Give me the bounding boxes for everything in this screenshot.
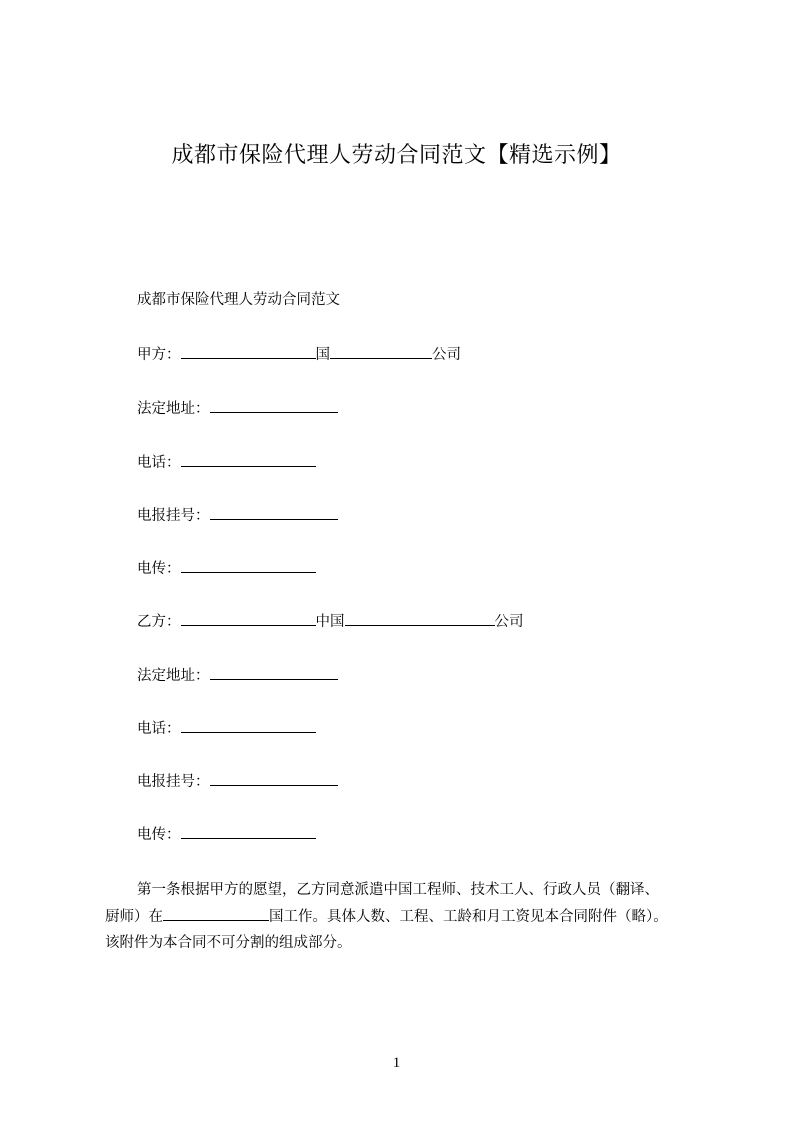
party-b-address-label: 法定地址： xyxy=(137,668,210,684)
party-b-fax-label: 电传： xyxy=(137,827,181,843)
party-b-phone-line xyxy=(137,718,316,739)
party-a-address-line xyxy=(137,398,338,419)
party-a-telegram-line xyxy=(137,505,338,526)
party-b-telegram-label: 电报挂号： xyxy=(137,774,210,790)
party-b-fax-blank xyxy=(181,824,316,839)
party-a-address-blank xyxy=(210,398,338,413)
party-b-telegram-blank xyxy=(210,771,338,786)
article-1-line-2 xyxy=(105,904,725,931)
party-a-fax-line xyxy=(137,558,316,579)
party-a-label: 甲方： xyxy=(137,347,181,363)
party-b-name-blank xyxy=(181,611,316,626)
article-1-line-2-suffix: 国工作。具体人数、工程、工龄和月工资见本合同附件（略）。 xyxy=(269,908,668,925)
party-a-company-label: 公司 xyxy=(432,347,461,363)
party-a-line xyxy=(137,344,461,365)
article-1-line-1: 第一条根据甲方的愿望，乙方同意派遣中国工程师、技术工人、行政人员（翻译、 xyxy=(137,882,659,898)
party-b-telegram-line xyxy=(137,771,338,792)
party-a-country-label: 国 xyxy=(315,347,330,363)
contract-subtitle: 成都市保险代理人劳动合同范文 xyxy=(137,292,340,308)
party-b-phone-label: 电话： xyxy=(137,721,181,737)
article-1-line-3: 该附件为本合同不可分割的组成部分。 xyxy=(105,935,352,951)
party-b-country-label: 中国 xyxy=(315,614,345,630)
party-b-phone-blank xyxy=(181,718,316,733)
party-a-fax-blank xyxy=(181,558,316,573)
page-number: 1 xyxy=(392,1055,401,1071)
party-b-label: 乙方： xyxy=(137,614,181,630)
article-1-line-2-prefix: 厨师）在 xyxy=(105,908,163,925)
party-b-address-line xyxy=(137,665,338,686)
party-a-company-blank xyxy=(330,344,432,359)
party-b-line xyxy=(137,611,524,632)
party-a-phone-line xyxy=(137,452,316,473)
party-b-company-blank xyxy=(345,611,495,626)
party-a-telegram-label: 电报挂号： xyxy=(137,508,210,524)
document-title: 成都市保险代理人劳动合同范文【精选示例】 xyxy=(171,143,622,168)
party-a-telegram-blank xyxy=(210,505,338,520)
party-b-company-label: 公司 xyxy=(494,614,524,630)
party-a-name-blank xyxy=(181,344,316,359)
party-b-fax-line xyxy=(137,824,316,845)
party-a-phone-blank xyxy=(181,452,316,467)
work-country-blank xyxy=(163,906,269,921)
article-1-paragraph xyxy=(105,877,725,957)
party-a-fax-label: 电传： xyxy=(137,561,181,577)
party-a-address-label: 法定地址： xyxy=(137,401,210,417)
party-a-phone-label: 电话： xyxy=(137,455,181,471)
party-b-address-blank xyxy=(210,665,338,680)
